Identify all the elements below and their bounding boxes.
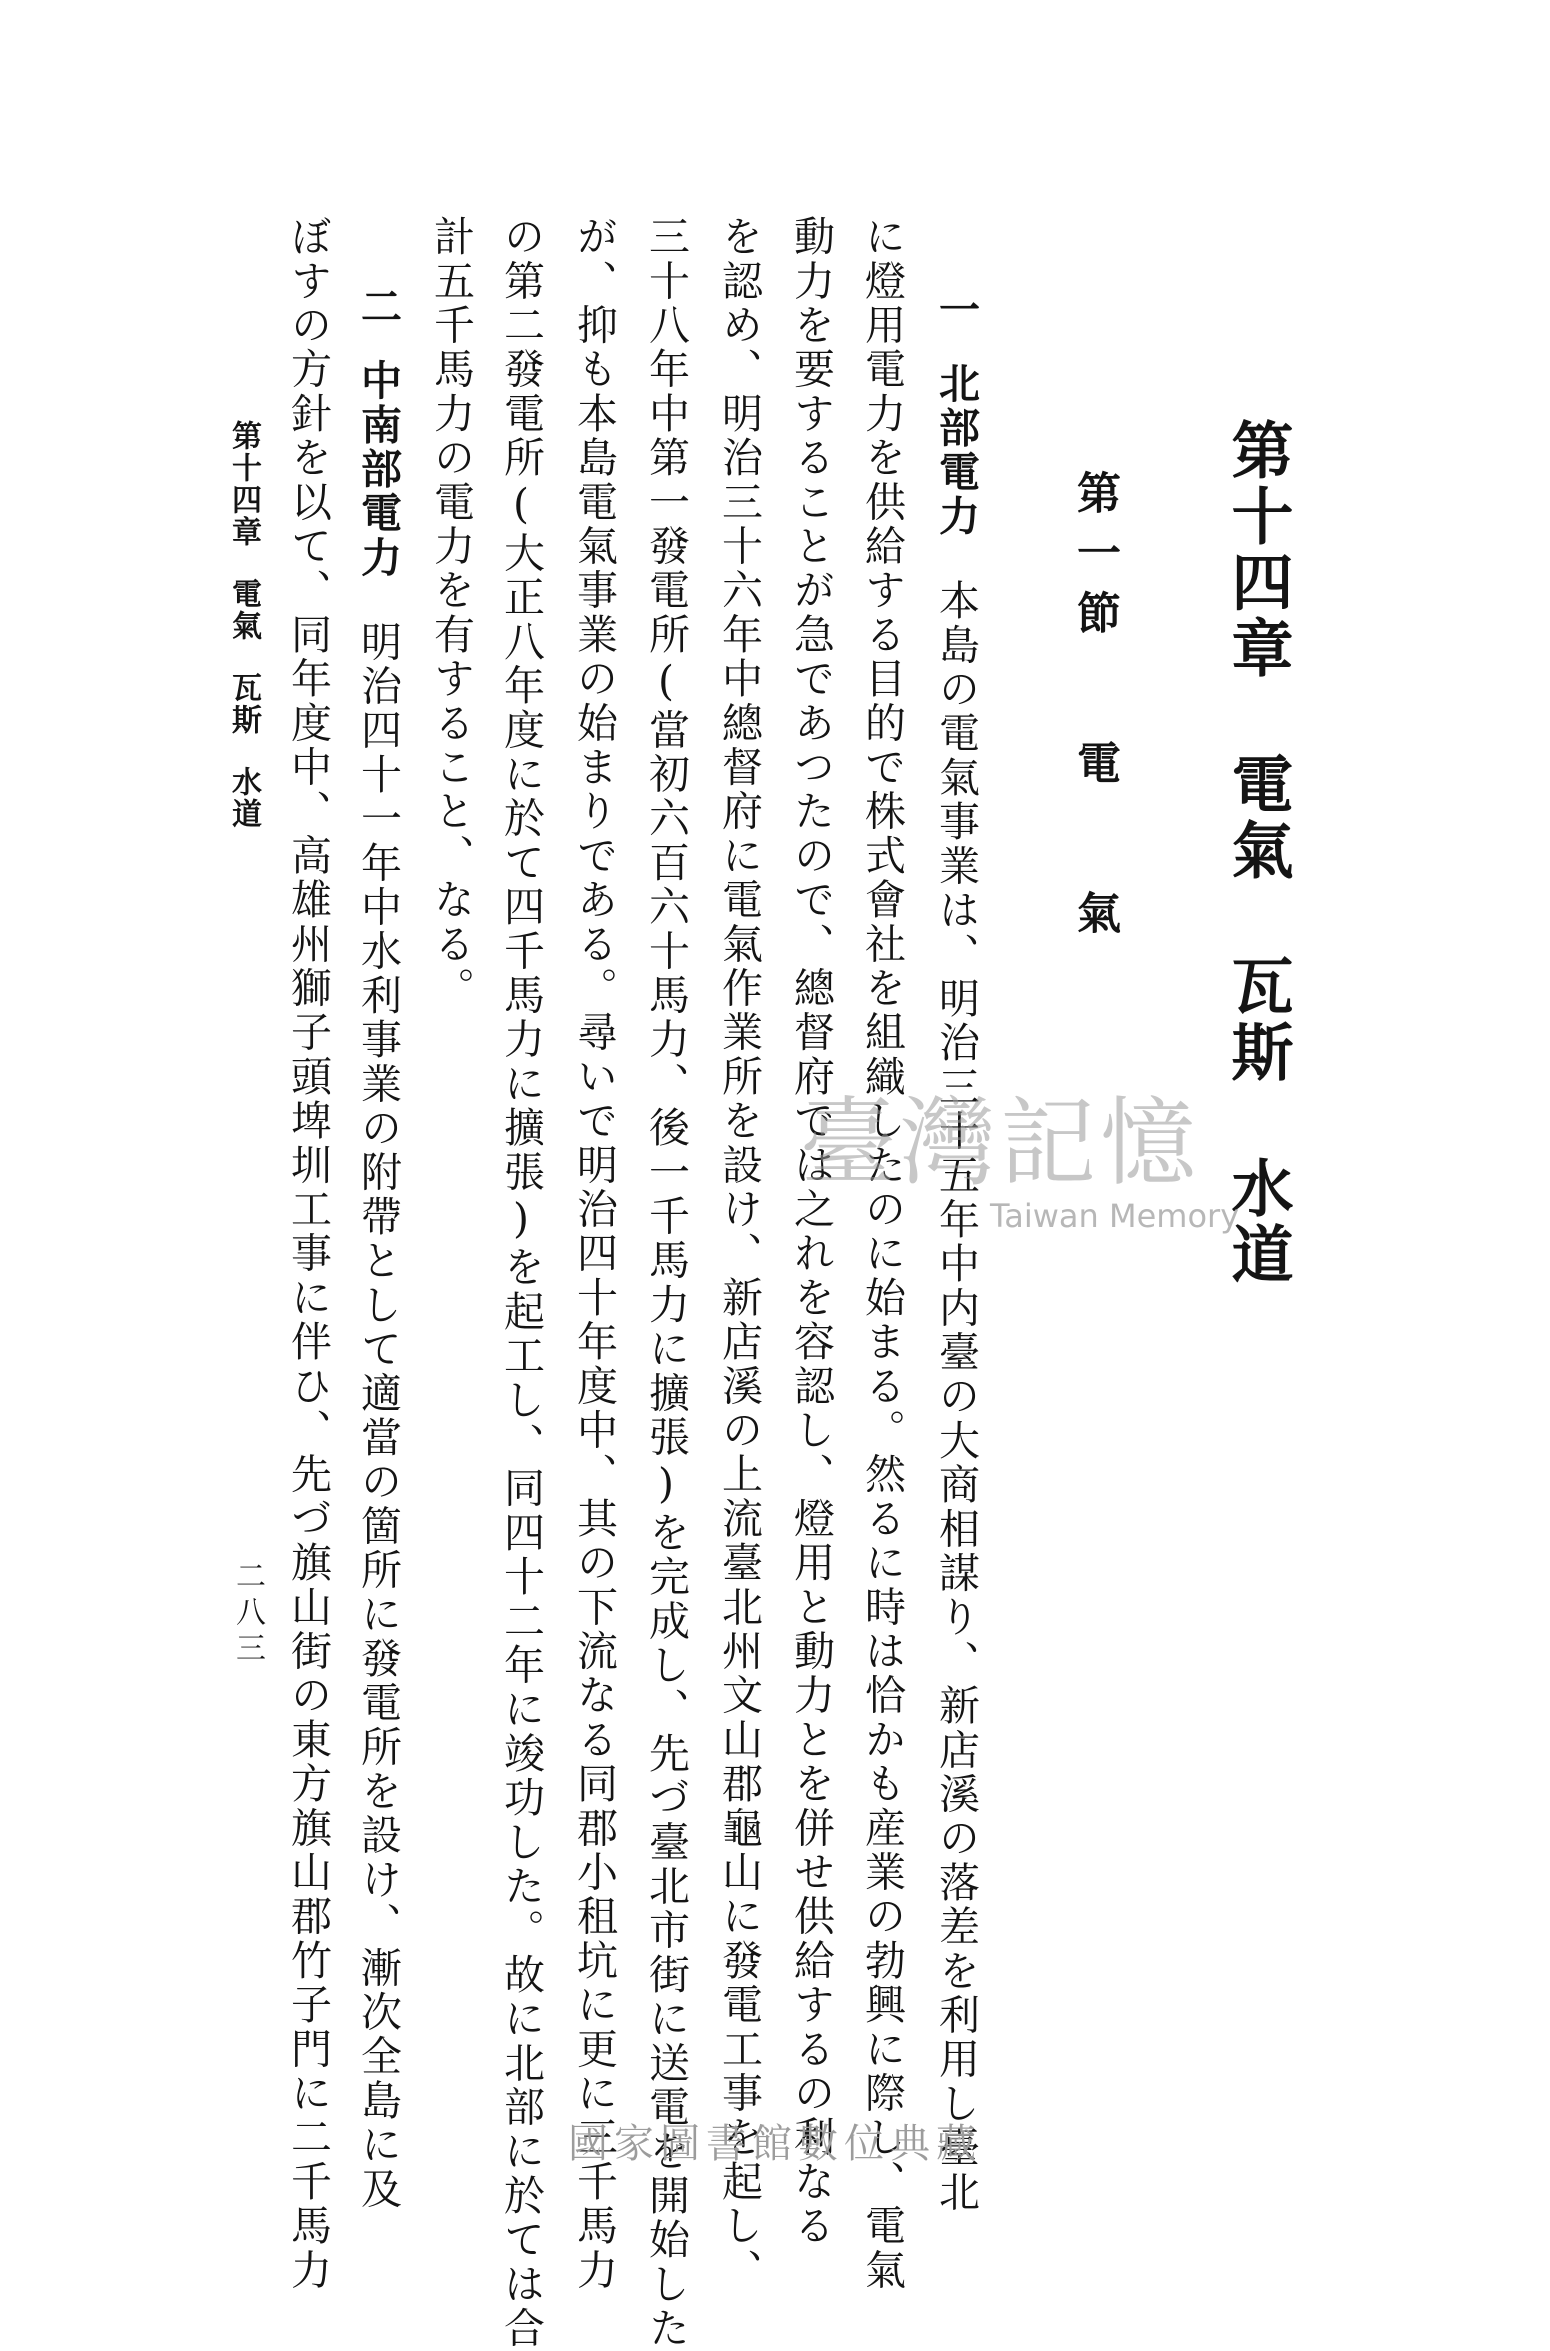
chapter-topic: 電氣 [1221, 752, 1294, 884]
subsection-heading: 北部電力 [932, 362, 980, 540]
section-label: 第 [1069, 470, 1120, 514]
watermark-logo [800, 1087, 1240, 1235]
page-number: 二八三 [230, 1560, 265, 1668]
body-line: 動力を要することが急であつたので、總督府では之れを容認し、燈用と動力とを併せ供給するの利なる [787, 215, 835, 2249]
body-line: を認め、明治三十六年中總督府に電氣作業所を設け、新店溪の上流臺北州文山郡龜山に發電工事を起し、 [715, 215, 763, 2293]
body-line: ぼすの方針を以て、同年度中、高雄州獅子頭埤圳工事に伴ひ、先づ旗山街の東方旗山郡竹子門に二千馬力 [284, 215, 332, 2293]
section-heading [1069, 470, 1120, 950]
footer-topic: 水道 [226, 766, 261, 830]
body-line: に燈用電力を供給する目的で株式會社を組織したのに始まる。然るに時は恰かも産業の勃興に際し、電氣 [858, 215, 906, 2293]
running-footer [226, 420, 261, 830]
chapter-topic: 瓦斯 [1221, 954, 1294, 1086]
body-text: 本島の電氣事業は、明治三十五年中内臺の大商相謀り、新店溪の落差を利用し臺北 [932, 579, 980, 2215]
watermark-title: 臺灣記憶 [800, 1087, 1200, 1199]
footer-topic: 電氣 [226, 578, 261, 642]
section-title: 氣 [1069, 890, 1120, 934]
body-line: 三十八年中第一發電所(當初六百六十馬力、後一千馬力に擴張)を完成し、先づ臺北市街に送電を開始した [642, 215, 690, 2351]
body-text: 明治四十一年中水利事業の附帶として適當の箇所に發電所を設け、漸次全島に及 [354, 620, 402, 2212]
footer-topic: 瓦斯 [226, 672, 261, 736]
library-credit: 國家圖書館數位典藏 [568, 2121, 982, 2167]
body-line: の第二發電所(大正八年度に於て四千馬力に擴張)を起工し、同四十二年に竣功した。故に北部に於ては合 [497, 215, 545, 2351]
watermark-subtitle: Taiwan Memory [990, 1197, 1240, 1235]
subsection-marker: 二 [354, 285, 402, 330]
section-label: 節 [1069, 590, 1120, 634]
body-line: 計五千馬力の電力を有すること、なる。 [427, 215, 475, 1011]
subsection-heading: 中南部電力 [354, 359, 402, 581]
body-line [932, 288, 980, 2215]
footer-chapter: 第十四章 [226, 420, 261, 548]
body-line [354, 285, 402, 2212]
section-label: 一 [1069, 530, 1120, 574]
body-line: が、抑も本島電氣事業の始まりである。尋いで明治四十年度中、其の下流なる同郡小租坑に更に三千馬力 [570, 215, 618, 2293]
subsection-marker: 一 [932, 288, 980, 333]
section-title: 電 [1069, 740, 1120, 784]
chapter-number: 第十四章 [1221, 418, 1294, 682]
chapter-topic: 水道 [1221, 1156, 1294, 1288]
